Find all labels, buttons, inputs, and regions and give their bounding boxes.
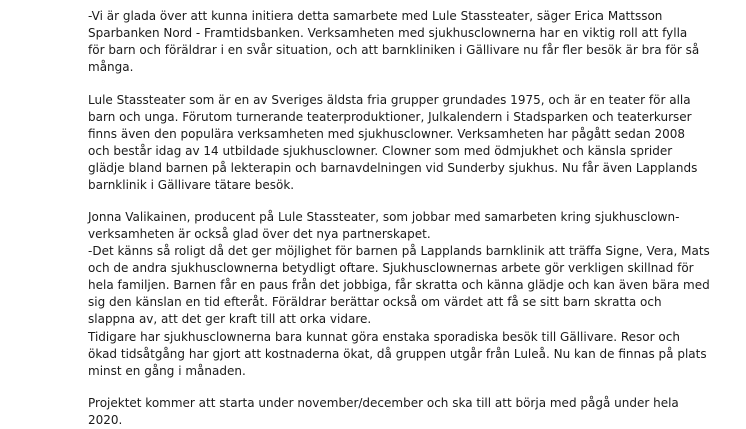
paragraph-quote-jonna-valikainen: [88, 209, 710, 328]
paragraph-project-start: [88, 395, 688, 429]
text-line: -Vi är glada över att kunna initiera detta samarbete med Lule Stassteater, säger Erica Mattsson: [88, 9, 663, 23]
paragraph-previous-visits: [88, 329, 707, 380]
text-line: och består idag av 14 utbildade sjukhusclowner. Clowner som med ödmjukhet och känsla sprider: [88, 144, 673, 158]
text-line: 2020.: [88, 413, 123, 427]
text-line: verksamheten är också glad över det nya partnerskapet.: [88, 227, 431, 241]
text-line: för barn och föräldrar i en svår situation, och att barnkliniken i Gällivare nu får fler besök är bra för så: [88, 43, 700, 57]
text-line: Tidigare har sjukhusclownerna bara kunnat göra enstaka sporadiska besök till Gällivare. Resor och: [88, 330, 680, 344]
text-line: Sparbanken Nord - Framtidsbanken. Verksamheten med sjukhusclownerna har en viktig roll att fylla: [88, 26, 688, 40]
text-line: och de andra sjukhusclownerna betydligt oftare. Sjukhusclownernas arbete gör verkligen skillnad för: [88, 261, 694, 275]
text-line: barnklinik i Gällivare tätare besök.: [88, 178, 295, 192]
paragraph-quote-erica-mattsson: [88, 8, 700, 76]
text-line: Projektet kommer att starta under november/december och ska till att börja med pågå under hela: [88, 396, 679, 410]
text-line: minst en gång i månaden.: [88, 364, 246, 378]
paragraph-about-lule-stassteater: [88, 92, 698, 194]
text-line: ökad tidsåtgång har gjort att kostnaderna ökat, då gruppen utgår från Luleå. Nu kan de finnas på plats: [88, 347, 707, 361]
text-line: många.: [88, 60, 134, 74]
text-line: Lule Stassteater som är en av Sveriges äldsta fria grupper grundades 1975, och är en teater för alla: [88, 93, 691, 107]
text-line: slappna av, att det ger kraft till att orka vidare.: [88, 312, 372, 326]
text-line: finns även den populära verksamheten med sjukhusclowner. Verksamheten har pågått sedan 2008: [88, 127, 686, 141]
text-line: Jonna Valikainen, producent på Lule Stassteater, som jobbar med samarbeten kring sjukhusclown-: [88, 210, 680, 224]
text-line: glädje bland barnen på lekterapin och barnavdelningen vid Sunderby sjukhus. Nu får även Lapplands: [88, 161, 698, 175]
text-line: barn och unga. Förutom turnerande teaterproduktioner, Julkalendern i Stadsparken och teaterkurser: [88, 110, 692, 124]
text-line: hela familjen. Barnen får en paus från det jobbiga, får skratta och känna glädje och kan även bära med: [88, 278, 710, 292]
text-line: -Det känns så roligt då det ger möjlighet för barnen på Lapplands barnklinik att träffa Signe, Vera, Mats: [88, 244, 710, 258]
text-line: sig den känslan en tid efteråt. Föräldrar berättar också om värdet att få se sitt barn skratta och: [88, 295, 662, 309]
